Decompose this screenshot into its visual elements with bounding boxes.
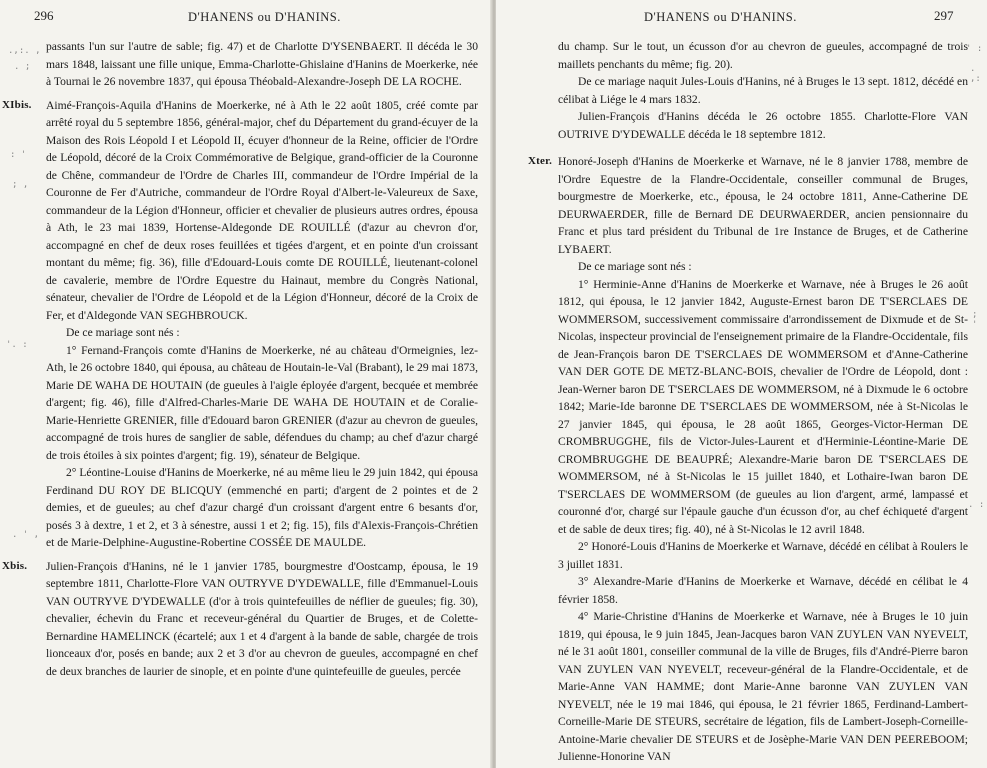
margin-speck: ; ' — [972, 310, 978, 330]
page-number: 296 — [34, 8, 54, 23]
margin-speck: ; , — [12, 180, 29, 190]
paragraph: 1° Fernand-François comte d'Hanins de Moerkerke, né au château d'Ormeignies, lez-Ath, le 26 octobre 1840, qui épousa, au château de Houtain-le-Val (Brabant), le 29 mai 1873, Marie DE WAHA DE HOUTAIN (de gueules à l'aigle éployée d'argent, becquée et membrée d'argent; fig. 46), fille d'Alfred-Charles-Marie DE WAHA DE HOUTAIN et de Coralie-Marie-Henriette GRENIER, fille d'Edouard baron GRENIER (d'azur au chevron de gueules, accompagné de trois hures de sanglier de sable, défendues du champ; au chef d'azur chargé de trois étoiles à six pointes d'argent; fig. 19), sénateur de Belgique. — [46, 343, 478, 462]
genealogy-entry — [2, 558, 478, 681]
left-page — [0, 0, 492, 768]
genealogy-entry — [2, 97, 478, 552]
paragraph: De ce mariage naquit Jules-Louis d'Hanins, né à Bruges le 13 sept. 1812, décédé en célibat à Liége le 4 mars 1832. — [558, 75, 968, 106]
paragraph: Julien-François d'Hanins, né le 1 janvier 1785, bourgmestre d'Oostcamp, épousa, le 19 septembre 1811, Charlotte-Flore VAN OUTRYVE D'YDEWALLE, fille d'Emmanuel-Louis VAN OUTRYVE D'YDEWALLE (d'or à trois quintefeuilles de néflier de gueules; fig. 30), chevalier, échevin du Franc et receveur-général du Quartier de Bruges, et de Colette-Bernardine HAMELINCK (écartelé; aux 1 et 4 d'argent à la bande de sable, chargée de trois lionceaux d'or, posés en bande; aux 2 et 3 d'or au chevron de gueules, accompagné en chef de deux branches de laurier de sinople, et en pointe d'une quintefeuille de gueules, percée — [46, 559, 478, 678]
margin-speck: ' : — [966, 44, 983, 54]
margin-speck: . : — [968, 500, 985, 510]
margin-speck: . ; — [14, 62, 31, 72]
genealogy-entry — [528, 153, 968, 766]
right-page — [496, 0, 987, 768]
paragraph: 2° Léontine-Louise d'Hanins de Moerkerke, né au même lieu le 29 juin 1842, qui épousa Ferdinand DU ROY DE BLICQUY (emmenché en parti; d'argent de 2 pointes et de 2 demies, et de gueules; au chef d'azur chargé d'un croissant d'argent entre 6 besants d'or, posés 3 à dextre, 1 et 2, et 3 à sénestre, aussi 1 et 2; fig. 15), fils d'Alexis-François-Chrétien et de Marie-Delphine-Augustine-Robertine COSSÉE DE MAULDE. — [46, 466, 478, 549]
running-header: D'HANENS ou D'HANINS. — [644, 10, 797, 24]
margin-speck: : ' — [10, 150, 27, 160]
generation-label: Xbis. — [2, 559, 28, 572]
margin-speck: .,:. , — [8, 46, 41, 56]
page-number: 297 — [934, 8, 954, 23]
margin-speck: '. : — [6, 340, 28, 350]
paragraph: Aimé-François-Aquila d'Hanins de Moerkerke, né à Ath le 22 août 1805, créé comte par arrêté royal du 5 septembre 1856, général-major, chef du Département du grand-écuyer de la Maison des Rois Léopold I et Léopold II, écuyer d'honneur de la Reine, officier de l'Ordre de Léopold, décoré de la Croix Commémorative de Belgique, grand-officier de la Couronne de Chêne, commandeur de l'Ordre de Charles III, commandeur de l'Ordre Impérial de la Couronne de Fer d'Autriche, commandeur de l'Ordre Royal d'Albert-le-Valeureux de Saxe, commandeur de la Légion d'Honneur, officier et chevalier de plusieurs autres ordres, épousa à Ath, le 23 mai 1839, Hortense-Aldegonde DE ROUILLÉ (d'azur au chevron d'or, accompagné en chef de deux roses feuillées et tigées d'argent, et en pointe d'un croissant montant du même; fig. 36), fille d'Edouard-Louis comte DE ROUILLÉ, lieutenant-colonel de cavalerie, membre de l'Ordre Equestre du Hainaut, membre du Congrès National, sénateur, chevalier de l'Ordre de Léopold et de la Légion d'Honneur, décoré de la Croix de Fer, et d'Aldegonde VAN SEGHBROUCK. — [46, 98, 478, 322]
paragraph: passants l'un sur l'autre de sable; fig. 47) et de Charlotte D'YSENBAERT. Il décéda le 30 mars 1848, laissant une fille unique, Emma-Charlotte-Ghislaine d'Hanins de Moerkerke, née à Tournai le 26 novembre 1837, qui épousa Théobald-Alexandre-Joseph DE LA ROCHE. — [46, 40, 478, 88]
paragraph: De ce mariage sont nés : — [66, 326, 180, 339]
paragraph: 2° Honoré-Louis d'Hanins de Moerkerke et Warnave, décédé en célibat à Roulers le 3 juillet 1831. — [558, 540, 968, 571]
paragraph: De ce mariage sont nés : — [578, 260, 692, 273]
paragraph: 3° Alexandre-Marie d'Hanins de Moerkerke et Warnave, décédé en célibat le 4 février 1858. — [558, 575, 968, 606]
paragraph: 1° Herminie-Anne d'Hanins de Moerkerke et Warnave, née à Bruges le 26 août 1812, qui épousa, le 12 janvier 1842, Auguste-Ernest baron DE T'SERCLAES DE WOMMERSOM, successivement commissaire d'arrondissement de Dixmude et de St-Nicolas, inspecteur provincial de l'enseignement primaire de la Flandre-Occidentale, fils de Jean-François baron DE T'SERCLAES DE WOMMERSOM et d'Anne-Catherine VAN DER GOTE DE METZ-BLANC-BOIS, chevalier de l'Ordre de Léopold, dont : Jean-Werner baron DE T'SERCLAES DE WOMMERSOM, né à Dixmude le 6 octobre 1842; Marie-Ide baronne DE T'SERCLAES DE WOMMERSOM, née à St-Nicolas le 27 janvier 1845, qui épousa, le 28 août 1865, Georges-Victor-Herman DE CROMBRUGGHE, fils de Victor-Jules-Laurent et d'Herminie-Léontine-Marie DE CROMBRUGGHE DE BEAUPRÉ; Alexandre-Marie baron DE T'SERCLAES DE WOMMERSOM, né à St-Nicolas le 15 juillet 1840, et Lothaire-Iwan baron DE T'SERCLAES DE WOMMERSOM (de gueules au lion d'argent, armé, lampassé et couronné d'or, chargé sur l'épaule gauche d'un écusson d'or, au chef échiqueté d'argent et de sable de deux tires; fig. 40), né à St-Nicolas le 12 avril 1848. — [558, 277, 968, 536]
left-page-text — [2, 38, 478, 680]
paragraph: Julien-François d'Hanins décéda le 26 octobre 1855. Charlotte-Flore VAN OUTRIVE D'YDEWALLE décéda le 18 septembre 1812. — [558, 110, 968, 141]
generation-label: XIbis. — [2, 98, 32, 111]
paragraph: 4° Marie-Christine d'Hanins de Moerkerke et Warnave, née à Bruges le 10 juin 1819, qui épousa, le 9 juin 1845, Jean-Jacques baron VAN ZUYLEN VAN NYEVELT, né le 31 août 1801, conseiller communal de la ville de Bruges, fils d'André-Pierre baron VAN ZUYLEN VAN NYEVELT, receveur-général de la Flandre-Occidentale, et de Marie-Anne VAN HAMME; dont Marie-Anne baronne VAN ZUYLEN VAN NYEVELT, née le 19 mai 1846, qui épousa, le 21 février 1865, Ferdinand-Lambert-Corneille-Marie DE STEURS, secrétaire de légation, fils de Lambert-Joseph-Corneille-Antoine-Marie chevalier DE STEURS et de Josèphe-Marie VAN DEN PEEREBOOM; Julienne-Honorine VAN — [558, 610, 968, 763]
generation-label: Xter. — [528, 155, 553, 167]
running-header: D'HANENS ou D'HANINS. — [188, 10, 341, 24]
margin-speck: . ' , — [12, 530, 40, 540]
paragraph: du champ. Sur le tout, un écusson d'or au chevron de gueules, accompagné de trois maillets penchants du même; fig. 20). — [558, 40, 968, 71]
right-page-text — [528, 38, 968, 766]
paragraph: Honoré-Joseph d'Hanins de Moerkerke et Warnave, né le 8 janvier 1788, membre de l'Ordre Equestre de la Flandre-Occidentale, conseiller communal de Bruges, bourgmestre de Moerkerke, etc., épousa, le 24 octobre 1811, Anne-Catherine DE DEURWAERDER, fille de Bernard DE DEURWAERDER, ancien pensionnaire du Franc et plus tard président du Tribunal de 1re Instance de Bruges, et de Catherine LYBAERT. — [558, 155, 968, 256]
margin-speck: . ,: — [970, 64, 981, 84]
